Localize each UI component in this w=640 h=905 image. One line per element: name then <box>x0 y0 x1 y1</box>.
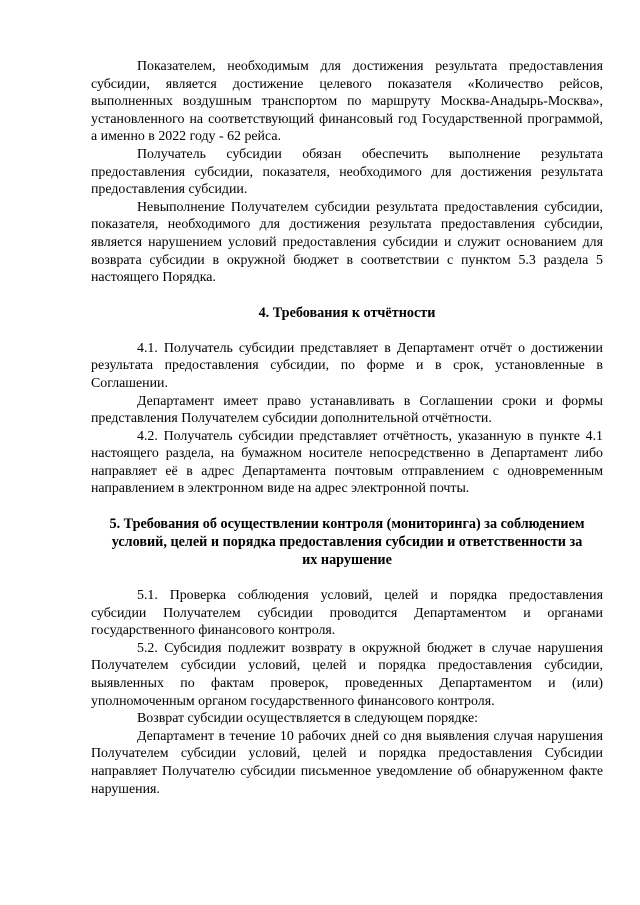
paragraph-recipient-obligation: Получатель субсидии обязан обеспечить выполнение результата предоставления субсидии, показателя, необходимого для достижения результата предоставления субсидии. <box>91 146 603 198</box>
document-page <box>91 58 603 798</box>
section-5-heading-line-1: 5. Требования об осуществлении контроля (мониторинга) за соблюдением <box>109 516 585 533</box>
section-5-heading <box>91 515 603 569</box>
paragraph-5-2: 5.2. Субсидия подлежит возврату в окружной бюджет в случае нарушения Получателем субсидии условий, целей и порядка предоставления субсидии, выявленных по фактам проверок, проведенных Департаментом и (или) уполномоченным органом государственного финансового контроля. <box>91 640 603 709</box>
section-5-heading-line-2: условий, целей и порядка предоставления субсидии и ответственности за <box>111 534 583 551</box>
section-5-heading-line-3: их нарушение <box>302 552 392 569</box>
section-4-heading: 4. Требования к отчётности <box>258 304 436 321</box>
paragraph-non-fulfillment: Невыполнение Получателем субсидии результата предоставления субсидии, показателя, необходимого для достижения результата предоставления субсидии, является нарушением условий предоставления субсидии и служит основанием для возврата субсидии в окружной бюджет в соответствии с пунктом 5.3 раздела 5 настоящего Порядка. <box>91 199 603 286</box>
paragraph-4-1-additional: Департамент имеет право устанавливать в Соглашении сроки и формы представления Получателем субсидии дополнительной отчётности. <box>91 393 603 427</box>
paragraph-department-notice: Департамент в течение 10 рабочих дней со дня выявления случая нарушения Получателем субсидии условий, целей и порядка предоставления Субсидии направляет Получателю субсидии письменное уведомление об обнаруженном факте нарушения. <box>91 728 603 797</box>
paragraph-target-indicator: Показателем, необходимым для достижения результата предоставления субсидии, является достижение целевого показателя «Количество рейсов, выполненных воздушным транспортом по маршруту Москва-Анадырь-Москва», установленного на соответствующий финансовый год Государственной программой, а именно в 2022 году - 62 рейса. <box>91 59 603 145</box>
paragraph-4-1: 4.1. Получатель субсидии представляет в Департамент отчёт о достижении результата предоставления субсидии, по форме и в срок, установленные в Соглашении. <box>91 340 603 391</box>
paragraph-refund-procedure: Возврат субсидии осуществляется в следующем порядке: <box>137 711 478 727</box>
paragraph-4-2: 4.2. Получатель субсидии представляет отчётность, указанную в пункте 4.1 настоящего раздела, на бумажном носителе непосредственно в Департамент либо направляет её в адрес Департамента почтовым отправлением с одновременным направлением в электронном виде на адрес электронной почты. <box>91 428 603 497</box>
paragraph-5-1: 5.1. Проверка соблюдения условий, целей и порядка предоставления субсидии Получателем субсидии проводится Департаментом и органами государственного финансового контроля. <box>91 588 603 639</box>
